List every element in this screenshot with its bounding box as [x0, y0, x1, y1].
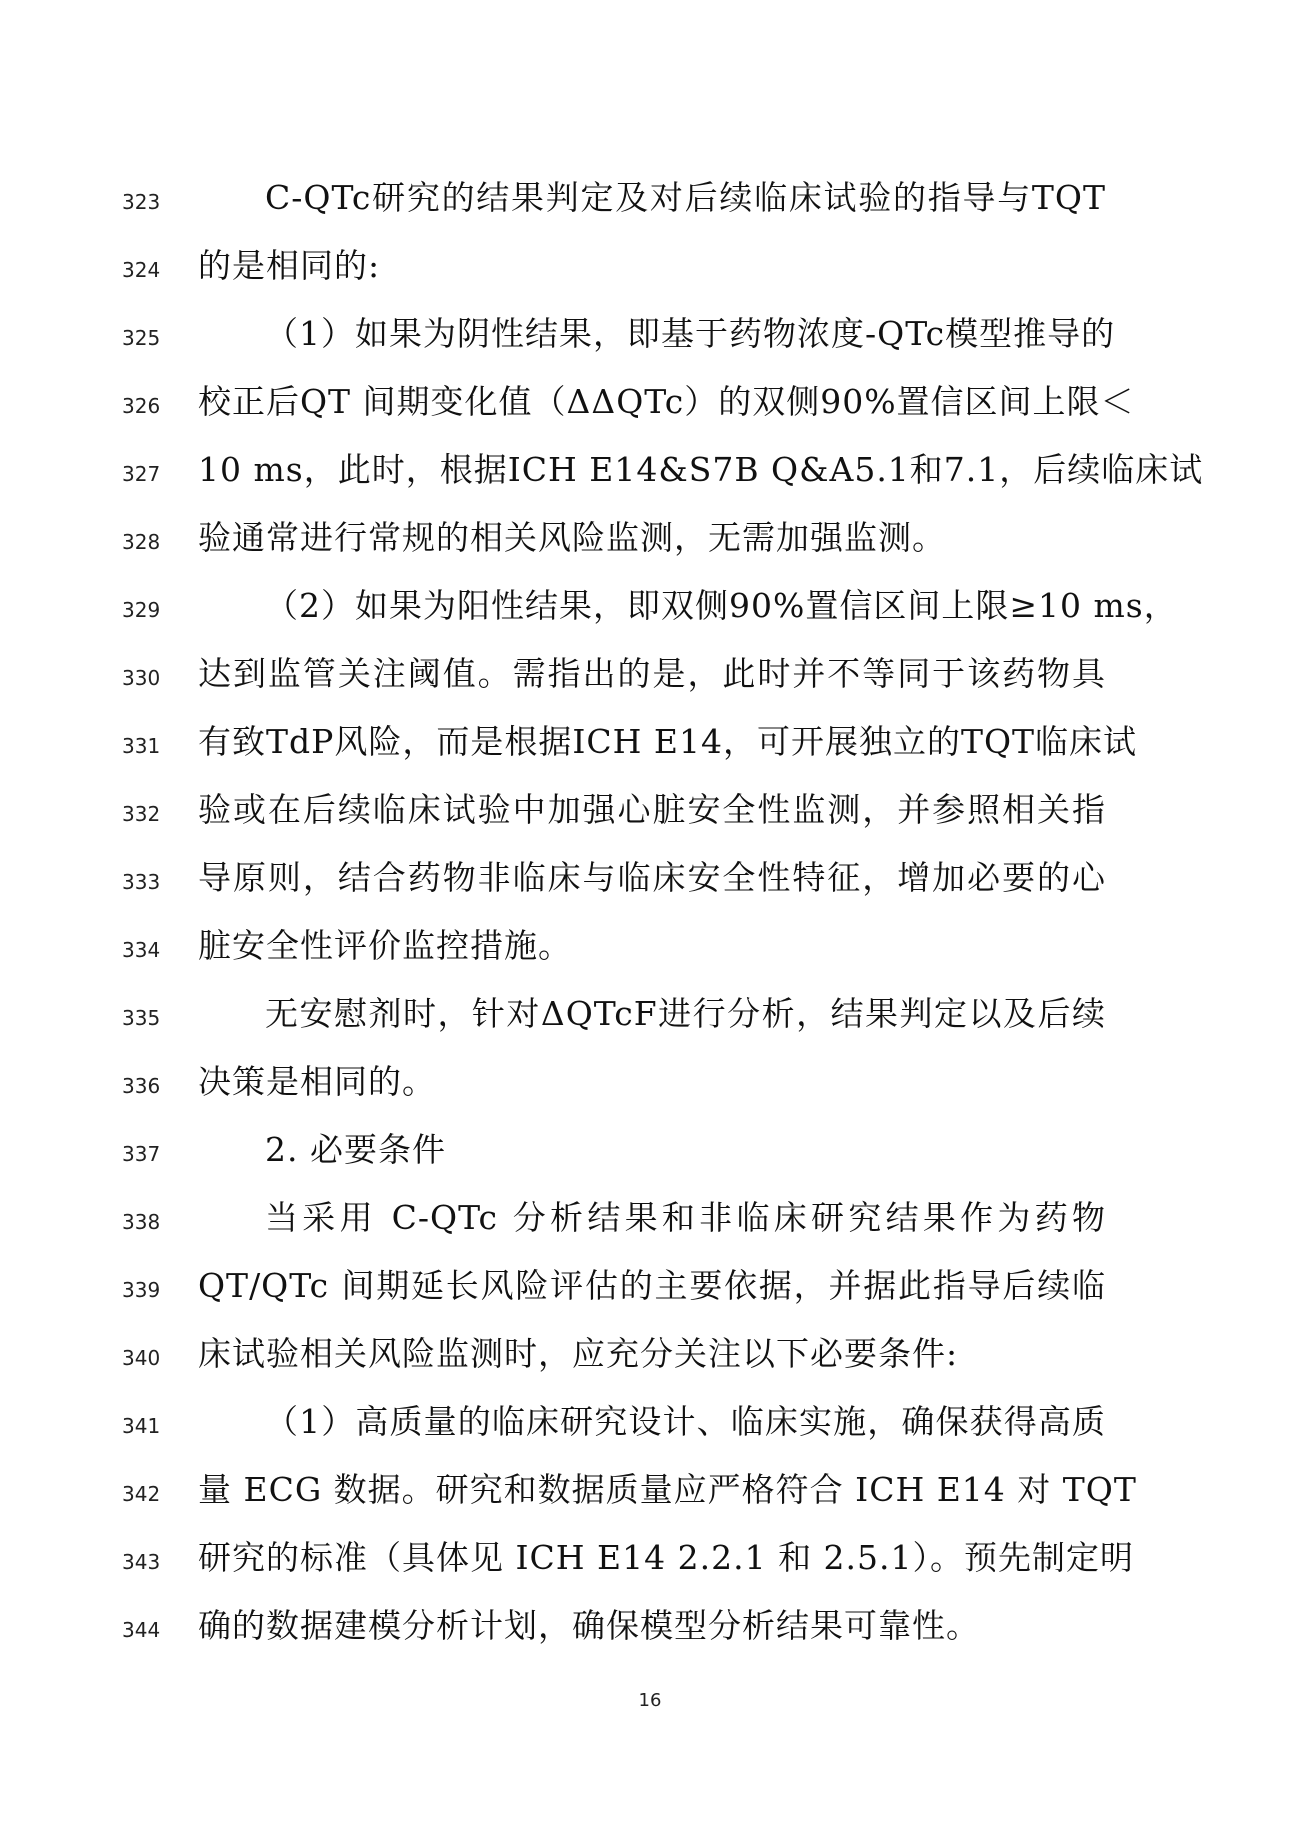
line-text: 无安慰剂时，针对ΔQTcF进行分析，结果判定以及后续 — [265, 994, 1106, 1033]
text-line — [0, 1528, 1300, 1596]
line-text: QT/QTc 间期延长风险评估的主要依据，并据此指导后续临 — [198, 1266, 1106, 1305]
line-text: C-QTc研究的结果判定及对后续临床试验的指导与TQT — [265, 178, 1106, 217]
text-line — [0, 576, 1300, 644]
line-text: 量 ECG 数据。研究和数据质量应严格符合 ICH E14 对 TQT — [198, 1470, 1137, 1509]
line-number: 326 — [122, 394, 161, 418]
text-line — [0, 1120, 1300, 1188]
text-line — [0, 984, 1300, 1052]
line-number: 338 — [122, 1210, 161, 1234]
text-line — [0, 848, 1300, 916]
line-number: 342 — [122, 1482, 161, 1506]
line-number: 344 — [122, 1618, 161, 1642]
line-number: 332 — [122, 802, 161, 826]
text-line — [0, 1460, 1300, 1528]
line-text: （1）高质量的临床研究设计、临床实施，确保获得高质 — [265, 1402, 1106, 1441]
text-line — [0, 236, 1300, 304]
line-text: 导原则，结合药物非临床与临床安全性特征，增加必要的心 — [198, 858, 1106, 897]
line-number: 329 — [122, 598, 161, 622]
line-text: 床试验相关风险监测时，应充分关注以下必要条件: — [198, 1334, 959, 1373]
text-line — [0, 168, 1300, 236]
line-number: 323 — [122, 190, 161, 214]
line-number: 340 — [122, 1346, 161, 1370]
line-number: 328 — [122, 530, 161, 554]
line-number: 341 — [122, 1414, 161, 1438]
page-number: 16 — [638, 1690, 662, 1711]
line-number: 330 — [122, 666, 161, 690]
line-text: 校正后QT 间期变化值（ΔΔQTc）的双侧90%置信区间上限＜ — [198, 382, 1135, 421]
line-text: 的是相同的: — [198, 246, 381, 285]
line-number: 333 — [122, 870, 161, 894]
text-line — [0, 1052, 1300, 1120]
line-number: 335 — [122, 1006, 161, 1030]
line-number: 325 — [122, 326, 161, 350]
line-text: 脏安全性评价监控措施。 — [198, 926, 572, 965]
line-number: 331 — [122, 734, 161, 758]
line-number: 339 — [122, 1278, 161, 1302]
line-text: 当采用 C-QTc 分析结果和非临床研究结果作为药物 — [265, 1198, 1106, 1237]
line-number: 337 — [122, 1142, 161, 1166]
line-text: 验或在后续临床试验中加强心脏安全性监测，并参照相关指 — [198, 790, 1106, 829]
text-line — [0, 508, 1300, 576]
line-text: （2）如果为阳性结果，即双侧90%置信区间上限≥10 ms， — [265, 586, 1178, 625]
text-line — [0, 780, 1300, 848]
line-text: （1）如果为阴性结果，即基于药物浓度-QTc模型推导的 — [265, 314, 1116, 353]
line-text: 达到监管关注阈值。需指出的是，此时并不等同于该药物具 — [198, 654, 1106, 693]
line-text: 确的数据建模分析计划，确保模型分析结果可靠性。 — [198, 1606, 980, 1645]
line-text: 验通常进行常规的相关风险监测，无需加强监测。 — [198, 518, 946, 557]
text-line — [0, 1596, 1300, 1664]
text-line — [0, 644, 1300, 712]
line-text: 有致TdP风险，而是根据ICH E14，可开展独立的TQT临床试 — [198, 722, 1138, 761]
text-line — [0, 1188, 1300, 1256]
line-number: 336 — [122, 1074, 161, 1098]
text-line — [0, 304, 1300, 372]
line-text: 研究的标准（具体见 ICH E14 2.2.1 和 2.5.1）。预先制定明 — [198, 1538, 1135, 1577]
line-number: 343 — [122, 1550, 161, 1574]
section-heading: 2. 必要条件 — [265, 1130, 446, 1169]
text-line — [0, 1256, 1300, 1324]
text-line — [0, 440, 1300, 508]
text-line — [0, 916, 1300, 984]
line-number: 334 — [122, 938, 161, 962]
line-number: 327 — [122, 462, 161, 486]
text-line — [0, 372, 1300, 440]
text-line — [0, 712, 1300, 780]
text-line — [0, 1324, 1300, 1392]
line-number: 324 — [122, 258, 161, 282]
line-text: 10 ms，此时，根据ICH E14&S7B Q&A5.1和7.1，后续临床试 — [198, 450, 1204, 489]
text-line — [0, 1392, 1300, 1460]
line-text: 决策是相同的。 — [198, 1062, 436, 1101]
